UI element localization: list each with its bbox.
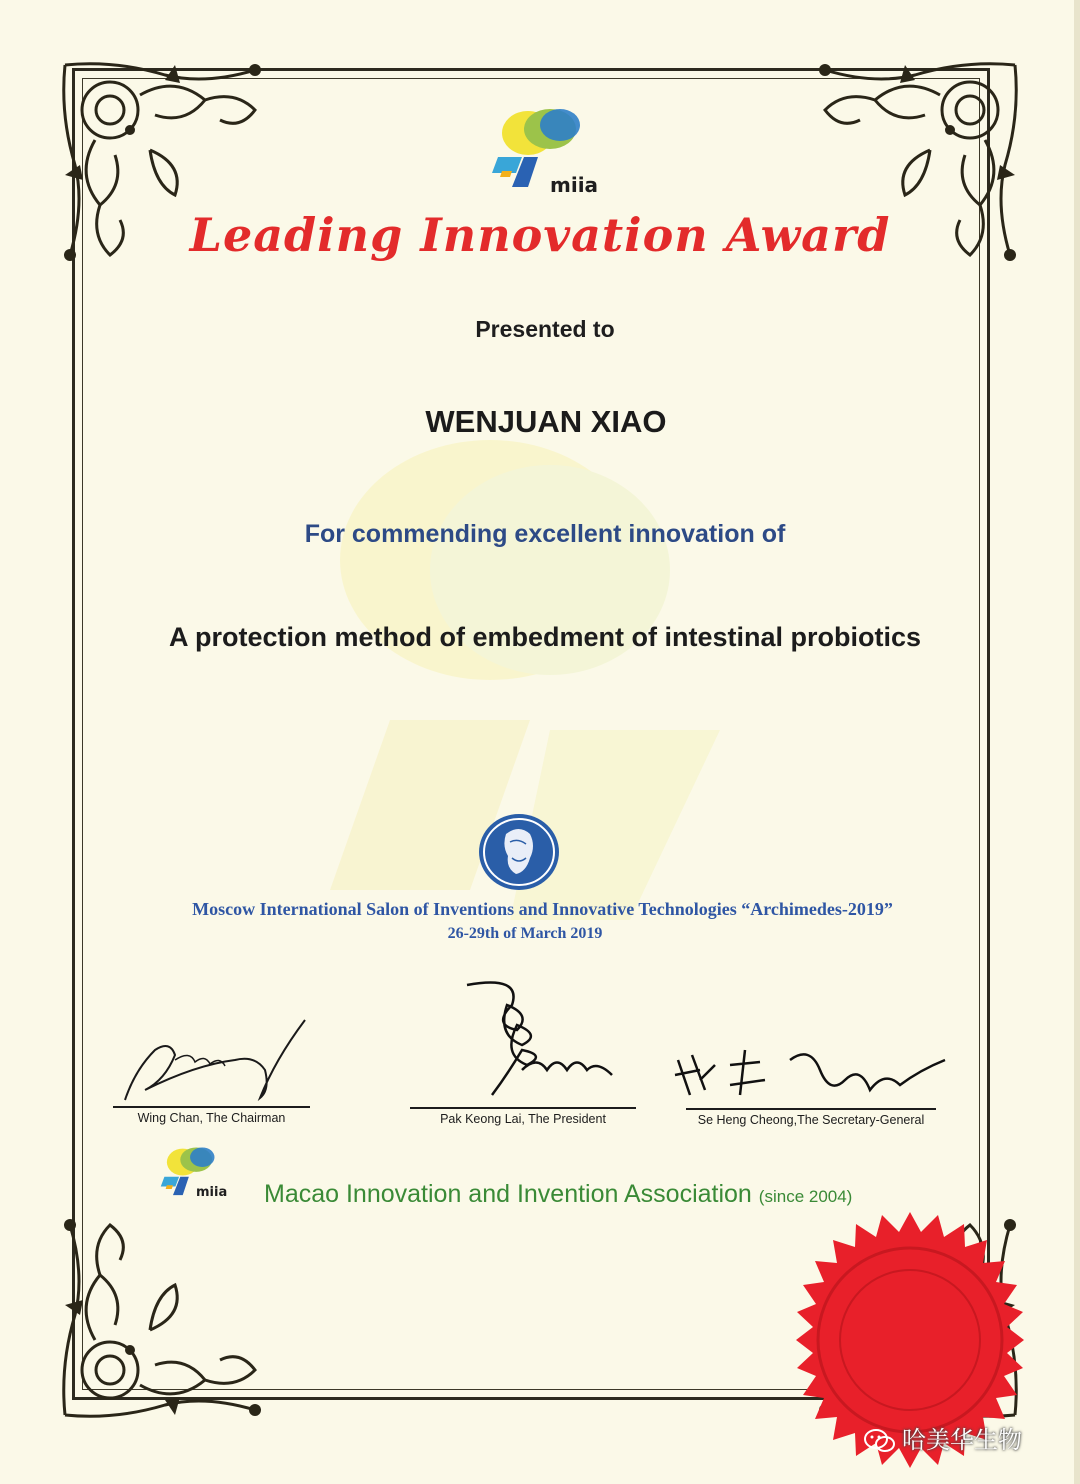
miia-logo-top — [488, 105, 618, 200]
chairman-label: Wing Chan, The Chairman — [137, 1111, 286, 1125]
signature-line-chairman — [113, 1106, 310, 1108]
miia-logo-text-top: miia — [550, 173, 599, 197]
archimedes-medal-icon — [476, 812, 562, 892]
signature-line-secretary-general — [686, 1108, 936, 1110]
association-since: (since 2004) — [758, 1187, 853, 1206]
signature-president — [462, 975, 622, 1105]
signature-line-president — [410, 1107, 636, 1109]
ornament-corner-bottom-left — [55, 1185, 285, 1425]
event-name: Moscow International Salon of Inventions and Innovative Technologies “Archimedes-2019” — [192, 899, 893, 919]
miia-logo-bottom — [158, 1145, 238, 1203]
award-title: Leading Innovation Award — [189, 208, 891, 262]
secretary-general-label: Se Heng Cheong,The Secretary-General — [697, 1113, 925, 1127]
wechat-account-name: 哈美华生物 — [902, 1426, 1022, 1454]
wechat-account-watermark — [864, 1420, 1054, 1456]
wechat-icon — [864, 1428, 896, 1454]
innovation-title: A protection method of embedment of intestinal probiotics — [168, 622, 922, 652]
signature-secretary-general — [670, 1040, 950, 1105]
event-dates: 26-29th of March 2019 — [447, 925, 603, 942]
president-label: Pak Keong Lai, The President — [440, 1112, 606, 1126]
presented-to-label: Presented to — [475, 316, 615, 342]
commendation-text: For commending excellent innovation of — [304, 520, 786, 548]
miia-logo-text-bottom: miia — [196, 1185, 228, 1200]
association-name: Macao Innovation and Invention Association — [264, 1180, 752, 1208]
association-name-line — [264, 1180, 924, 1209]
recipient-name: WENJUAN XIAO — [425, 404, 667, 439]
signature-chairman — [115, 1010, 315, 1105]
